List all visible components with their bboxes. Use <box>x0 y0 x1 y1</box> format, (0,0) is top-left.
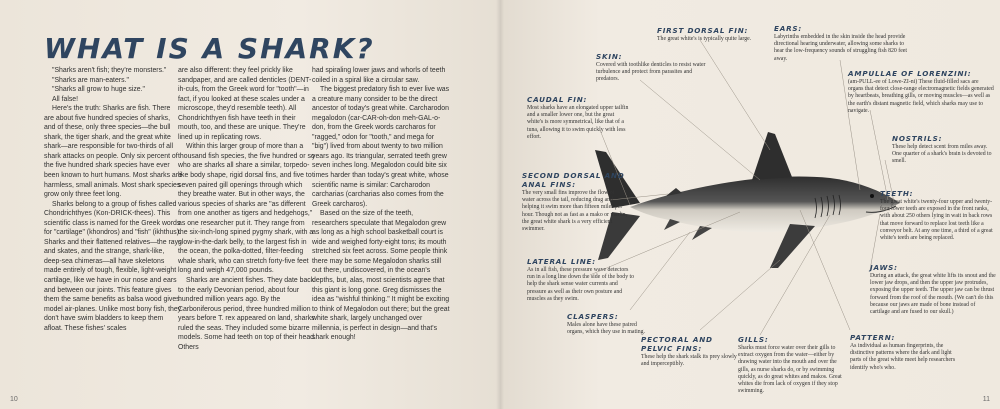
label-jaws <box>870 263 996 316</box>
label-caudal-fin-head: CAUDAL FIN: <box>527 95 588 104</box>
label-teeth <box>880 189 996 242</box>
label-pattern-body: As individual as human fingerprints, the distinctive patterns where the dark and light parts of the great white meet help researchers identify who's who. <box>850 343 956 371</box>
label-pattern <box>850 333 960 372</box>
label-pattern-head: PATTERN: <box>850 333 896 342</box>
label-second-dorsal-body: The very small fins improve the flow of water across the tail, reducing drag and helping it swim more than fifteen miles per hour. Though not as fast as a mako or marlin, the great white shark is a very efficient swimmer. <box>522 190 628 233</box>
page-number-left: 10 <box>10 396 18 403</box>
label-skin <box>596 52 706 84</box>
paragraph: Sharks are ancient fishes. They date back to the early Devonian period, about four hundred million years ago. By the Carboniferous period, three hundred million years before T. rex appeared on land, sharks ruled the seas. They included some bizarre models. Some had teeth on top of their head. Others <box>178 277 316 351</box>
label-caudal-fin <box>527 95 631 141</box>
paragraph: are also different: they feel prickly like sandpaper, and are called denticles (DENT-ih-culs, from the Greek word for "tooth"—in fact, if you looked at these scales under a microscope, they'd resemble teeth). All Chondrichthyen fish have teeth in their mouth, too, and these are unique. They're lined up in replicating rows. <box>178 67 312 141</box>
label-ears <box>774 24 914 63</box>
label-claspers-body: Males alone have these paired organs, which they use in mating. <box>567 322 645 336</box>
label-gills <box>738 335 846 395</box>
label-first-dorsal-fin <box>657 26 767 43</box>
label-jaws-head: JAWS: <box>870 263 898 272</box>
label-ampullae-of-lorenzini <box>848 69 994 115</box>
label-teeth-head: TEETH: <box>880 189 914 198</box>
label-ears-body: Labyrinths embedded in the skin inside the head provide directional hearing underwater, allowing some sharks to hear the low-frequency sounds of struggling fish 820 feet away. <box>774 34 907 62</box>
label-gills-head: GILLS: <box>738 335 769 344</box>
label-gills-body: Sharks must force water over their gills to extract oxygen from the water—either by drawing water into the mouth and over the gills, as nurse sharks do, or by swimming quickly, as do great whites and makos. Great whites die from lack of oxygen if they stop swimming. <box>738 345 842 395</box>
label-claspers <box>567 312 647 336</box>
page-title: WHAT IS A SHARK? <box>44 32 375 65</box>
label-jaws-body: During an attack, the great white lifts its snout and the lower jaw drops, and then the upper jaw protrudes, exposing the upper teeth. The upper jaw can be thrust forward from the roof of the mouth. (We can't do this because our jaws are made of bone instead of cartilage and are fused to our skull.) <box>870 273 996 316</box>
label-pectoral-head: PECTORAL AND PELVIC FINS: <box>641 335 713 353</box>
label-lateral-line-body: As in all fish, these pressure wave detectors run in a long line down the side of the body to help the shark sense water currents and pressure as well as their own posture and muscles as they swim. <box>527 267 635 302</box>
label-teeth-body: The great white's twenty-four upper and twenty-four lower teeth are exposed in the front ranks, with about 250 others lying in wait in back rows that move forward to replace lost teeth like a conveyor belt. At any one time, a third of a great white's teeth are being replaced. <box>880 199 993 242</box>
label-nostrils-body: These help detect scent from miles away. One quarter of a shark's brain is devoted to smell. <box>892 144 992 165</box>
paragraph: Here's the truth: Sharks are fish. There are about five hundred species of sharks, and of these, only three species—the bull shark, the tiger shark, and the great white shark—are responsible for two-thirds of all shark attacks on people. Only six percent of the five hundred shark species have ever been known to hurt humans. Most sharks are harmless, small animals. Most shark species grow only three feet long. <box>44 105 182 199</box>
label-caudal-fin-body: Most sharks have an elongated upper tailfin and a smaller lower one, but the great white's is more symmetrical, like that of a tuna, allowing it to swim quickly with less effort. <box>527 105 629 140</box>
label-pectoral-and-pelvic-fins <box>641 335 737 368</box>
label-second-dorsal-and-anal-fins <box>522 171 628 233</box>
label-ampullae-body: (am-PULL-ee of Lowe-ZI-ni) These fluid-filled sacs are organs that detect close-range electromagnetic fields generated by heartbeats, breathing gills, or moving muscles—as well as the earth's distant magnetic field, which sharks may use to navigate. <box>848 79 994 114</box>
paragraph: "Sharks aren't fish; they're monsters." <box>52 67 167 74</box>
label-first-dorsal-fin-head: FIRST DORSAL FIN: <box>657 26 749 35</box>
paragraph: Sharks belong to a group of fishes called Chondrichthyes (Kon-DRICK-thees). This scientific class is named for the Greek words for "cartilage" (khondros) and "fish" (ikhthus). Sharks and their flattened relatives—the rays and skates, and the strange, shark-like, deep-sea chimeras—all have skeletons made entirely of tough, flexible, light-weight cartilage, like we have in our nose and ears and between our joints. This feature gives them the same benefits as balsa wood gives model air-planes. Unlike most bony fish, they don't have swim bladders to keep them afloat. These fishes' scales <box>44 200 182 332</box>
label-nostrils <box>892 134 996 166</box>
paragraph: had spiraling lower jaws and whorls of teeth coiled in a spiral like a circular saw. <box>312 67 446 84</box>
paragraph: "Sharks are man-eaters." <box>52 76 129 84</box>
label-claspers-head: CLASPERS: <box>567 312 619 321</box>
paragraph: Based on the size of the teeth, researchers speculate that Megalodon grew as long as a high school basketball court is wide and weighed forty-eight tons; its mouth stretched six feet across. Some people think there may be some Megalodon sharks still out there, undiscovered, in the ocean's depths, but, alas, most scientists agree that this giant is long gone. Greg dismisses the idea as "wishful thinking." It might be exciting to think of Megalodon out there; but the great white shark, largely unchanged over millennia, is perfect in design—and that's shark enough! <box>312 210 450 342</box>
paragraph: All false! <box>52 95 79 103</box>
label-pectoral-body: These help the shark stalk its prey slowly and imperceptibly. <box>641 354 737 368</box>
page-number-right: 11 <box>982 396 990 403</box>
label-second-dorsal-head: SECOND DORSAL AND ANAL FINS: <box>522 171 625 189</box>
label-nostrils-head: NOSTRILS: <box>892 134 943 143</box>
label-ears-head: EARS: <box>774 24 803 33</box>
label-first-dorsal-fin-body: The great white's is typically quite large. <box>657 36 752 42</box>
paragraph: Within this larger group of more than a thousand fish species, the five hundred or so who are sharks all share a similar, torpedo-like body shape, rigid dorsal fins, and five to seven paired gill openings through which they breathe water. But in other ways, the various species of sharks are "as different from one another as tigers and hedgehogs," as one researcher put it. They range from the six-inch-long spined pygmy shark, with a glow-in-the-dark belly, to the largest fish in the ocean, the polka-dotted, filter-feeding whale shark, who can stretch forty-five feet long and weigh 47,000 pounds. <box>178 143 315 275</box>
label-lateral-line-head: LATERAL LINE: <box>527 257 596 266</box>
label-skin-head: SKIN: <box>596 52 623 61</box>
paragraph: The biggest predatory fish to ever live was a creature many consider to be the direct ancestor of today's great white. Carcharodon megalodon (car-CAR-oh-don meh-GAL-o-don, from the Greek words carcharos for "ragged," odon for "tooth," and mega for "big") lived from about twenty to two million years ago. Its triangular, serrated teeth grew seven inches long. Megalodon could bite six times harder than today's great white, whose scientific name is similar: Carcharodon carcharias (carcharias also comes from the Greek carcharos). <box>312 86 450 208</box>
label-ampullae-head: AMPULLAE OF LORENZINI: <box>848 69 972 78</box>
label-skin-body: Covered with toothlike denticles to resist water turbulence and protect from parasites and predators. <box>596 62 706 83</box>
paragraph: "Sharks all grow to huge size." <box>52 86 145 94</box>
label-lateral-line <box>527 257 637 303</box>
